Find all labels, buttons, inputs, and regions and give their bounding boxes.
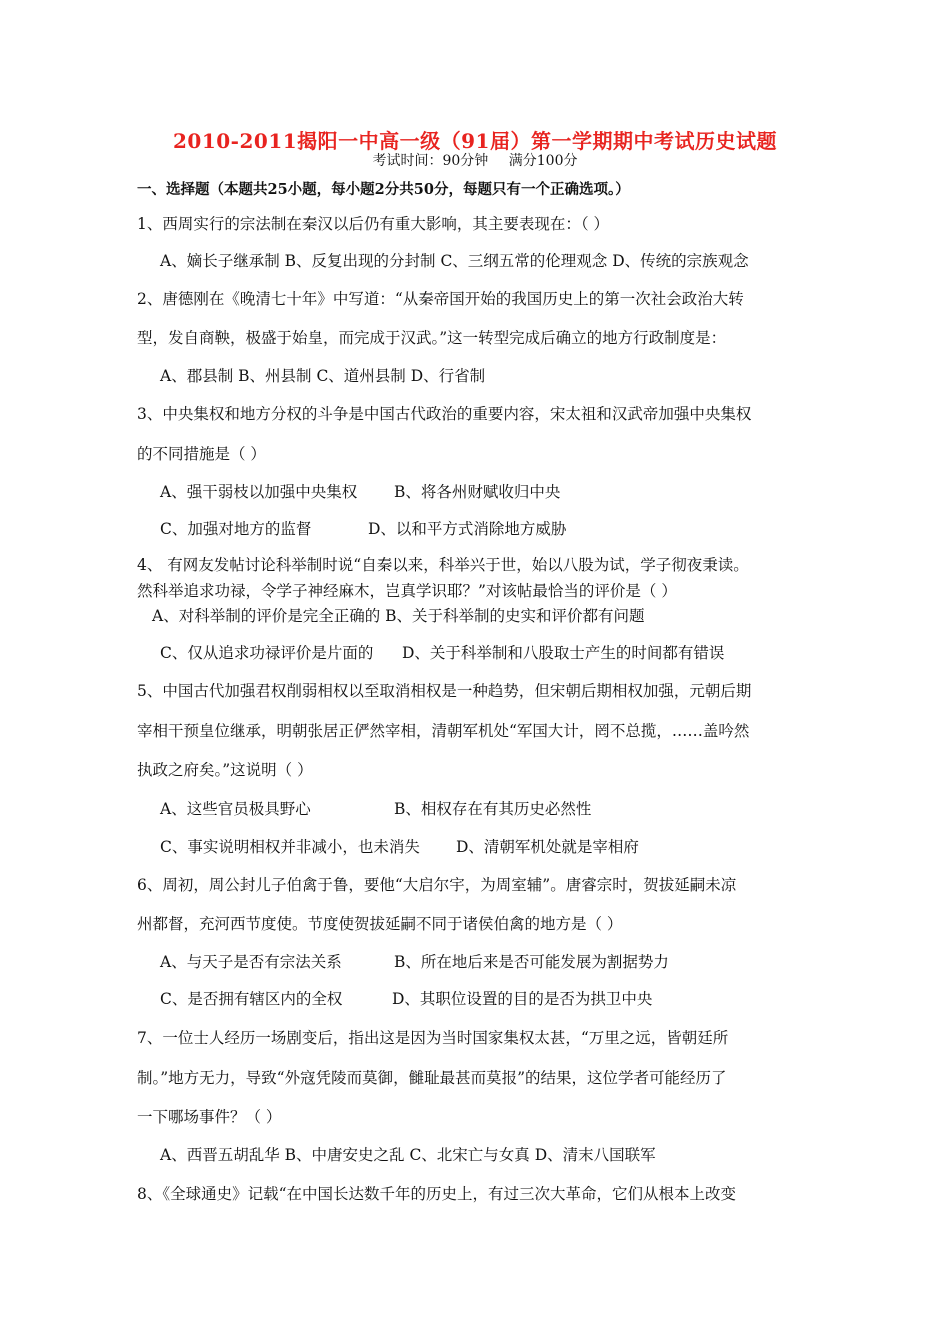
question-3-line-1: 3、中央集权和地方分权的斗争是中国古代政治的重要内容，宋太祖和汉武帝加强中央集权 [137, 405, 752, 423]
question-4-line-1: 4、 有网友发帖讨论科举制时说“自秦以来，科举兴于世，始以八股为试，学子彻夜秉读。 [137, 556, 749, 574]
exam-meta [0, 150, 950, 170]
question-6-option-c: C、是否拥有辖区内的全权 [160, 990, 343, 1008]
question-3-line-2: 的不同措施是（ ） [137, 445, 266, 463]
question-4-option-ab: A、对科举制的评价是完全正确的 B、关于科举制的史实和评价都有问题 [152, 607, 645, 625]
question-1-options: A、嫡长子继承制 B、反复出现的分封制 C、三纲五常的伦理观念 D、传统的宗族观念 [160, 252, 749, 270]
exam-time: 考试时间：90分钟 [372, 153, 489, 169]
question-5-line-3: 执政之府矣。”这说明（ ） [137, 761, 313, 779]
question-7-line-1: 7、一位士人经历一场剧变后，指出这是因为当时国家集权太甚，“万里之远，皆朝廷所 [137, 1029, 729, 1047]
question-3-option-d: D、以和平方式消除地方威胁 [368, 520, 567, 538]
exam-title: 2010-2011揭阳一中高一级（91届）第一学期期中考试历史试题 [173, 129, 777, 153]
question-8-line-1: 8、《全球通史》记载“在中国长达数千年的历史上，有过三次大革命，它们从根本上改变 [137, 1185, 737, 1203]
question-5-option-c: C、事实说明相权并非减小，也未消失 [160, 838, 420, 856]
question-7-line-2: 制。”地方无力，导致“外寇凭陵而莫御，雠耻最甚而莫报”的结果，这位学者可能经历了 [137, 1069, 727, 1087]
question-5-line-2: 宰相干预皇位继承，明朝张居正俨然宰相，清朝军机处“军国大计，罔不总揽，……盖吟然 [137, 722, 750, 740]
question-5-option-a: A、这些官员极具野心 [160, 800, 311, 818]
question-6-line-2: 州都督，充河西节度使。节度使贺拔延嗣不同于诸侯伯禽的地方是（ ） [137, 915, 623, 933]
question-6-line-1: 6、周初，周公封儿子伯禽于鲁，要他“大启尔宇，为周室辅”。唐睿宗时，贺拔延嗣未凉 [137, 876, 737, 894]
full-score: 满分100分 [508, 153, 578, 169]
question-6-option-b: B、所在地后来是否可能发展为割据势力 [394, 953, 669, 971]
question-7-options: A、西晋五胡乱华 B、中唐安史之乱 C、北宋亡与女真 D、清末八国联军 [160, 1146, 656, 1164]
question-3-option-c: C、加强对地方的监督 [160, 520, 312, 538]
question-4-option-d: D、关于科举制和八股取士产生的时间都有错误 [402, 644, 725, 662]
question-4-option-c: C、仅从追求功禄评价是片面的 [160, 644, 374, 662]
question-2-line-2: 型，发自商鞅，极盛于始皇，而完成于汉武。”这一转型完成后确立的地方行政制度是： [137, 329, 727, 347]
question-5-option-d: D、清朝军机处就是宰相府 [456, 838, 639, 856]
question-4-line-2: 然科举追求功禄，令学子神经麻木，岂真学识耶？”对该帖最恰当的评价是（ ） [137, 582, 677, 600]
question-5-line-1: 5、中国古代加强君权削弱相权以至取消相权是一种趋势，但宋朝后期相权加强，元朝后期 [137, 682, 752, 700]
question-7-line-3: 一下哪场事件？（ ） [137, 1108, 282, 1126]
question-3-option-b: B、将各州财赋收归中央 [394, 483, 561, 501]
question-2-line-1: 2、唐德刚在《晚清七十年》中写道：“从秦帝国开始的我国历史上的第一次社会政治大转 [137, 290, 744, 308]
section-heading: 一、选择题（本题共25小题，每小题2分共50分，每题只有一个正确选项。） [137, 181, 630, 198]
question-1-line-1: 1、西周实行的宗法制在秦汉以后仍有重大影响，其主要表现在：（ ） [137, 215, 610, 233]
question-6-option-d: D、其职位设置的目的是否为拱卫中央 [392, 990, 653, 1008]
question-3-option-a: A、强干弱枝以加强中央集权 [160, 483, 358, 501]
question-2-options: A、郡县制 B、州县制 C、道州县制 D、行省制 [160, 367, 486, 385]
question-6-option-a: A、与天子是否有宗法关系 [160, 953, 342, 971]
question-5-option-b: B、相权存在有其历史必然性 [394, 800, 592, 818]
